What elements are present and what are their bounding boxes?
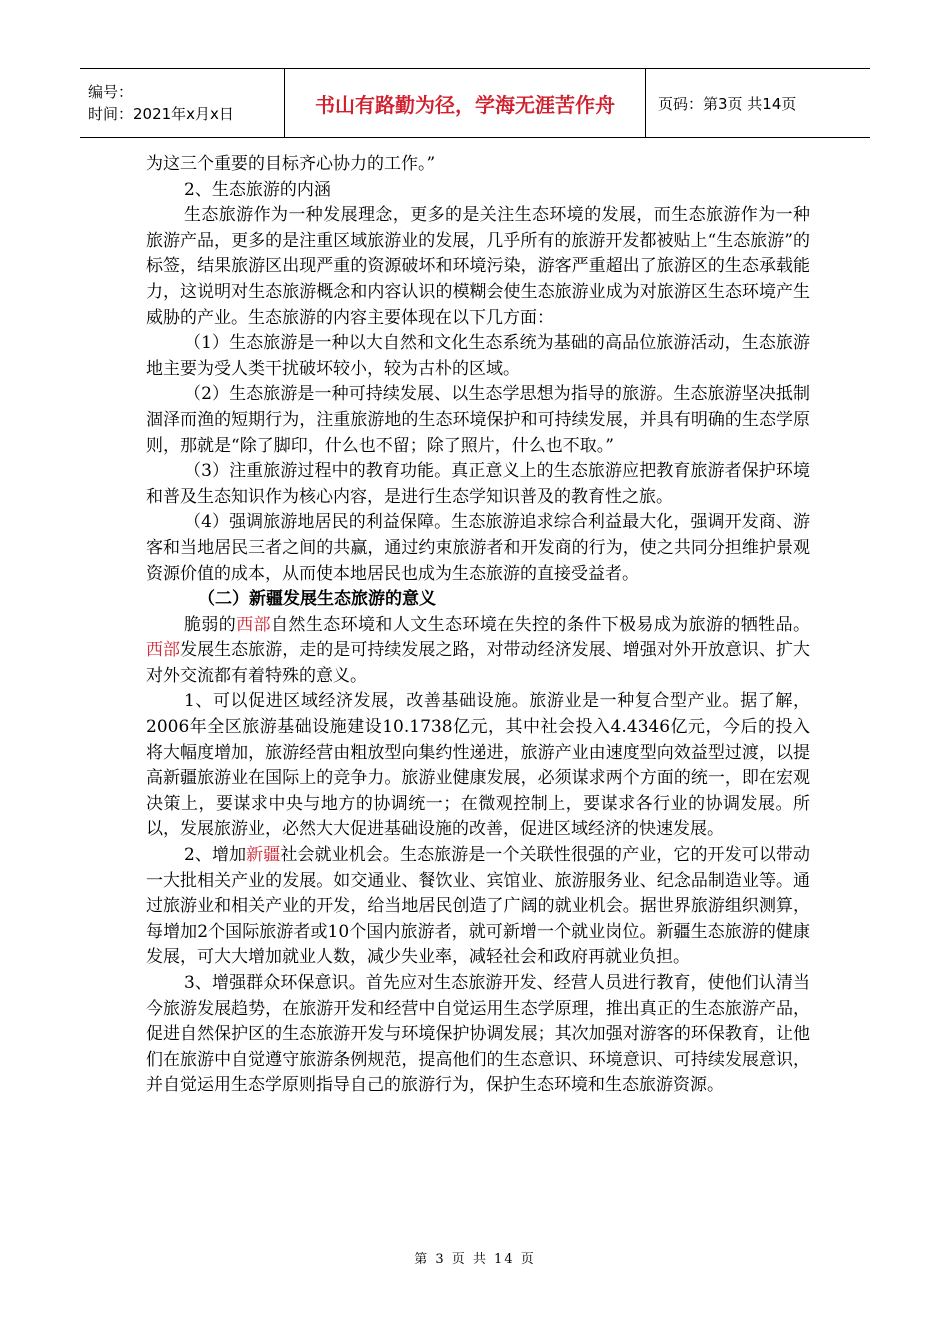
text-run: 社会就业机会。生态旅游是一个关联性很强的产业，它的开发可以带动一大批相关产业的发展。如交通业、餐饮业、宾馆业、旅游服务业、纪念品制造业等。通过旅游业和相关产业的开发，给当地居民创造了广阔的就业机会。据世界旅游组织测算，每增加2个国际旅游者或10个国内旅游者，就可新增一个就业岗位。新疆生态旅游的健康发展，可大大增加就业人数，减少失业率，减轻社会和政府再就业负担。 (146, 845, 811, 968)
highlighted-term: 新疆 (246, 845, 281, 866)
paragraph (146, 843, 810, 971)
document-date: 时间：2021年x月x日 (88, 105, 234, 123)
header-page-info (646, 69, 870, 137)
text-run: 自然生态环境和人文生态环境在失控的条件下极易成为旅游的牺牲品。 (271, 614, 811, 635)
document-number-label: 编号： (88, 83, 134, 101)
list-item: （1）生态旅游是一种以大自然和文化生态系统为基础的高品位旅游活动，生态旅游地主要为受人类干扰破坏较小，较为古朴的区域。 (146, 333, 810, 379)
paragraph (146, 613, 810, 690)
section-heading: （二）新疆发展生态旅游的意义 (198, 589, 436, 610)
paragraph: 1、可以促进区域经济发展，改善基础设施。旅游业是一种复合型产业。据了解，2006年全区旅游基础设施建设10.1738亿元，其中社会投入4.4346亿元，今后的投入将大幅度增加，旅游经营由粗放型向集约性递进，旅游产业由速度型向效益型过渡，以提高新疆旅游业在国际上的竞争力。旅游业健康发展，必须谋求两个方面的统一，即在宏观决策上，要谋求中央与地方的协调统一；在微观控制上，要谋求各行业的协调发展。所以，发展旅游业，必然大大促进基础设施的改善，促进区域经济的快速发展。 (146, 691, 810, 840)
page-header (80, 68, 870, 138)
text-run: 发展生态旅游，走的是可持续发展之路，对带动经济发展、增强对外开放意识、扩大对外交流都有着特殊的意义。 (146, 640, 811, 686)
paragraph: 生态旅游作为一种发展理念，更多的是关注生态环境的发展，而生态旅游作为一种旅游产品，更多的是注重区域旅游业的发展，几乎所有的旅游开发都被贴上“生态旅游”的标签，结果旅游区出现严重的资源破坏和环境污染，游客严重超出了旅游区的生态承载能力，这说明对生态旅游概念和内容认识的模糊会使生态旅游业成为对旅游区生态环境产生威胁的产业。生态旅游的内容主要体现在以下几方面： (146, 205, 810, 328)
highlighted-term: 西部 (146, 640, 181, 661)
text-run: 2、增加 (184, 845, 247, 866)
header-meta (80, 69, 285, 137)
list-item: （4）强调旅游地居民的利益保障。生态旅游追求综合利益最大化，强调开发商、游客和当地居民三者之间的共赢，通过约束旅游者和开发商的行为，使之共同分担维护景观资源价值的成本，从而使本地居民也成为生态旅游的直接受益者。 (146, 512, 810, 584)
header-motto (285, 69, 646, 137)
paragraph: 为这三个重要的目标齐心协力的工作。” (146, 154, 436, 174)
paragraph: 3、增强群众环保意识。首先应对生态旅游开发、经营人员进行教育，使他们认清当今旅游发展趋势，在旅游开发和经营中自觉运用生态学原理，推出真正的生态旅游产品，促进自然保护区的生态旅游开发与环境保护协调发展；其次加强对游客的环保教育，让他们在旅游中自觉遵守旅游条例规范，提高他们的生态意识、环境意识、可持续发展意识，并自觉运用生态学原则指导自己的旅游行为，保护生态环境和生态旅游资源。 (146, 973, 810, 1096)
highlighted-term: 西部 (236, 614, 272, 635)
document-body (146, 152, 810, 1099)
list-item: （2）生态旅游是一种可持续发展、以生态学思想为指导的旅游。生态旅游坚决抵制涸泽而渔的短期行为，注重旅游地的生态环境保护和可持续发展，并具有明确的生态学原则，那就是“除了脚印，什么也不留；除了照片，什么也不取。” (146, 384, 810, 456)
page-number: 第 3 页 共 14 页 (414, 1252, 536, 1267)
list-item: （3）注重旅游过程中的教育功能。真正意义上的生态旅游应把教育旅游者保护环境和普及生态知识作为核心内容，是进行生态学知识普及的教育性之旅。 (146, 461, 810, 507)
motto-text: 书山有路勤为径，学海无涯苦作舟 (315, 92, 615, 117)
page-footer (0, 1248, 950, 1267)
text-run: 脆弱的 (184, 614, 237, 635)
section-subtitle: 2、生态旅游的内涵 (184, 179, 331, 200)
page-info-text: 页码：第3页 共14页 (658, 94, 797, 113)
